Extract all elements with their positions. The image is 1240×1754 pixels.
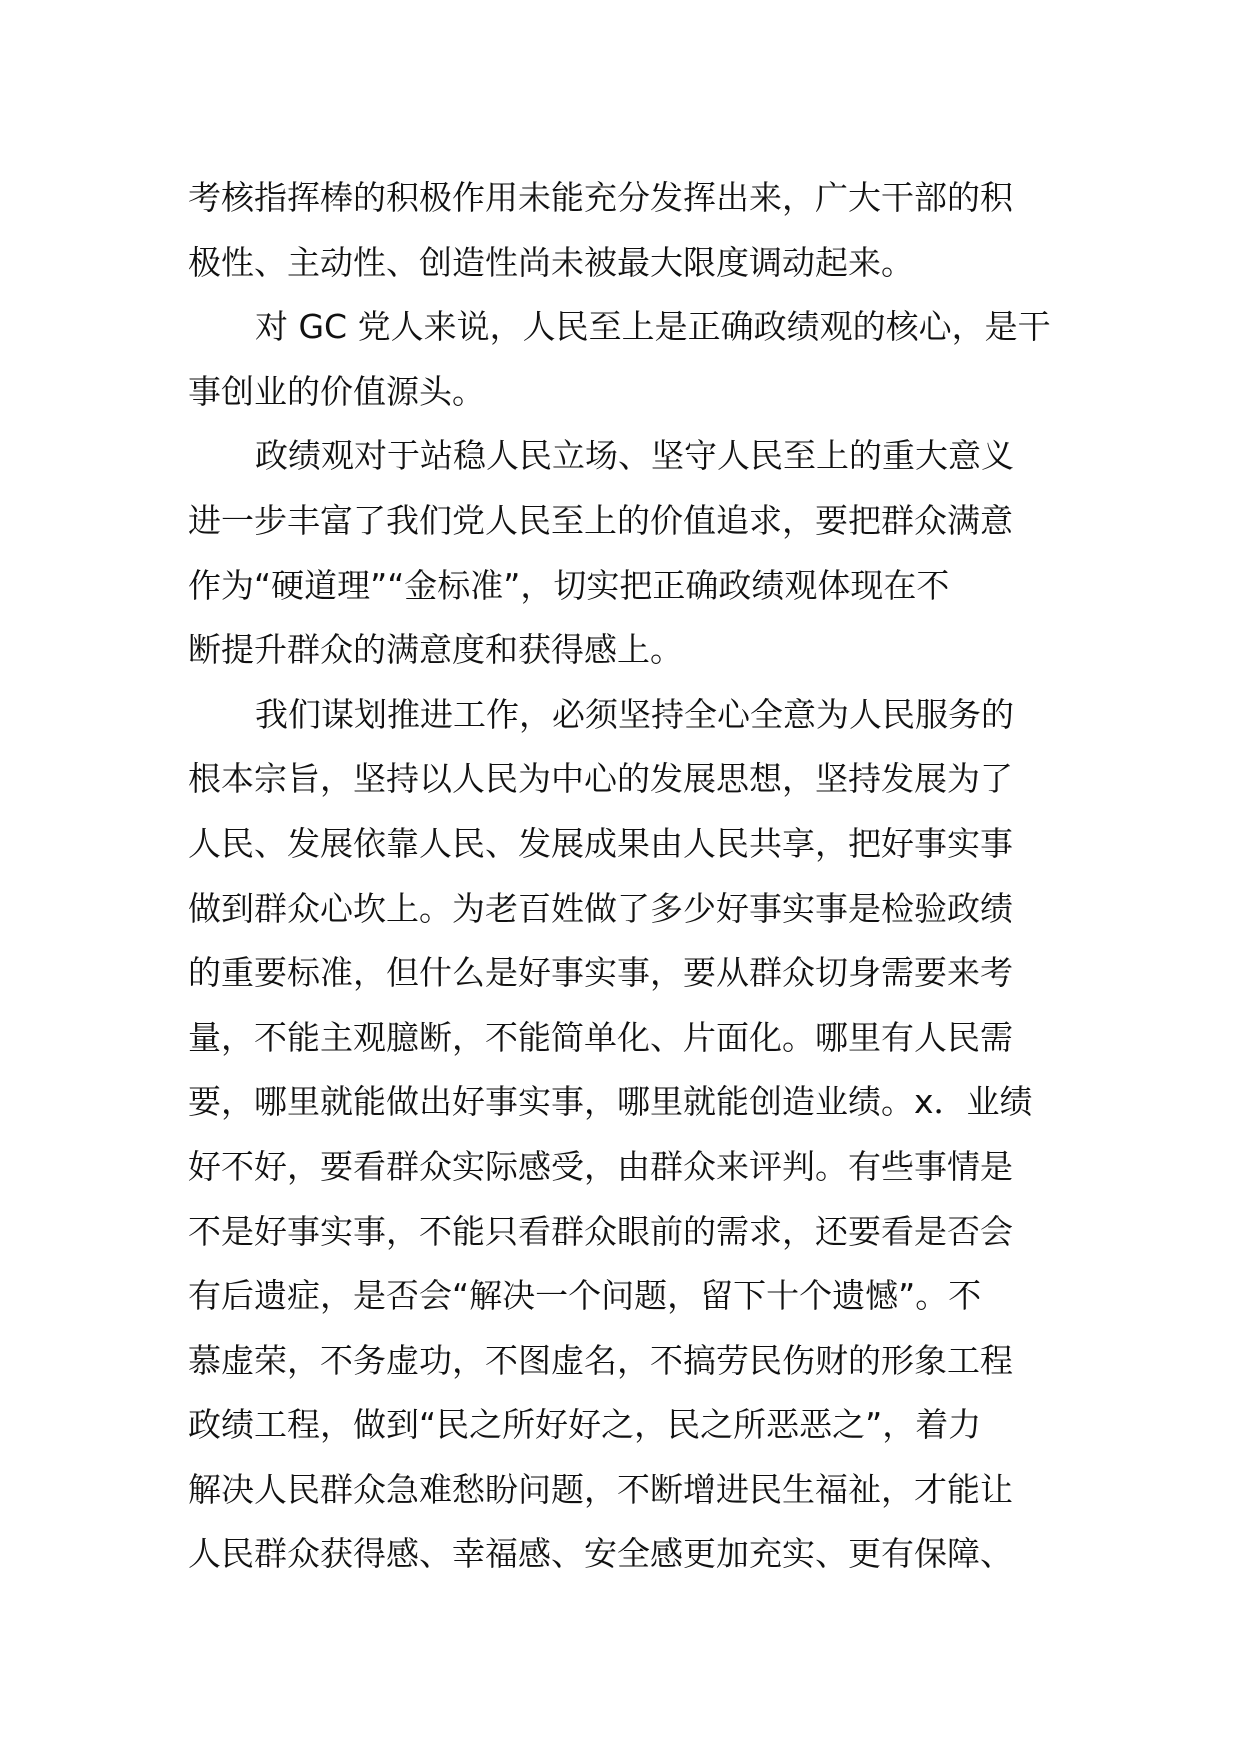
paragraph-start-line: 政绩观对于站稳人民立场、坚守人民至上的重大意义: [255, 436, 1014, 476]
text-line: 根本宗旨，坚持以人民为中心的发展思想，坚持发展为了: [188, 759, 1013, 799]
text-line: 要，哪里就能做出好事实事，哪里就能创造业绩。x．业绩: [188, 1082, 1033, 1122]
text-line: 极性、主动性、创造性尚未被最大限度调动起来。: [188, 242, 914, 282]
text-line: 做到群众心坎上。为老百姓做了多少好事实事是检验政绩: [188, 888, 1013, 928]
text-line: 有后遗症，是否会“解决一个问题，留下十个遗憾”。不: [188, 1276, 982, 1316]
text-line: 解决人民群众急难愁盼问题，不断增进民生福祉，才能让: [188, 1469, 1013, 1509]
text-line: 人民、发展依靠人民、发展成果由人民共享，把好事实事: [188, 823, 1013, 863]
text-line: 政绩工程，做到“民之所好好之，民之所恶恶之”，着力: [188, 1405, 982, 1445]
text-line: 不是好事实事，不能只看群众眼前的需求，还要看是否会: [188, 1211, 1013, 1251]
text-line: 好不好，要看群众实际感受，由群众来评判。有些事情是: [188, 1146, 1013, 1186]
text-line: 的重要标准，但什么是好事实事，要从群众切身需要来考: [188, 953, 1013, 993]
text-line: 断提升群众的满意度和获得感上。: [188, 630, 683, 670]
paragraph-start-line: 我们谋划推进工作，必须坚持全心全意为人民服务的: [255, 694, 1014, 734]
text-line: 人民群众获得感、幸福感、安全感更加充实、更有保障、: [188, 1534, 1013, 1574]
text-line: 作为“硬道理”“金标准”，切实把正确政绩观体现在不: [188, 565, 950, 605]
text-line: 事创业的价值源头。: [188, 371, 485, 411]
text-line: 考核指挥棒的积极作用未能充分发挥出来，广大干部的积: [188, 178, 1013, 217]
paragraph-start-line: 对 GC 党人来说，人民至上是正确政绩观的核心，是干: [255, 307, 1051, 347]
document-body: [188, 166, 1058, 1587]
text-line: 进一步丰富了我们党人民至上的价值追求，要把群众满意: [188, 500, 1013, 540]
text-line: 量，不能主观臆断，不能简单化、片面化。哪里有人民需: [188, 1017, 1013, 1057]
text-line: 慕虚荣，不务虚功，不图虚名，不搞劳民伤财的形象工程: [188, 1340, 1013, 1380]
